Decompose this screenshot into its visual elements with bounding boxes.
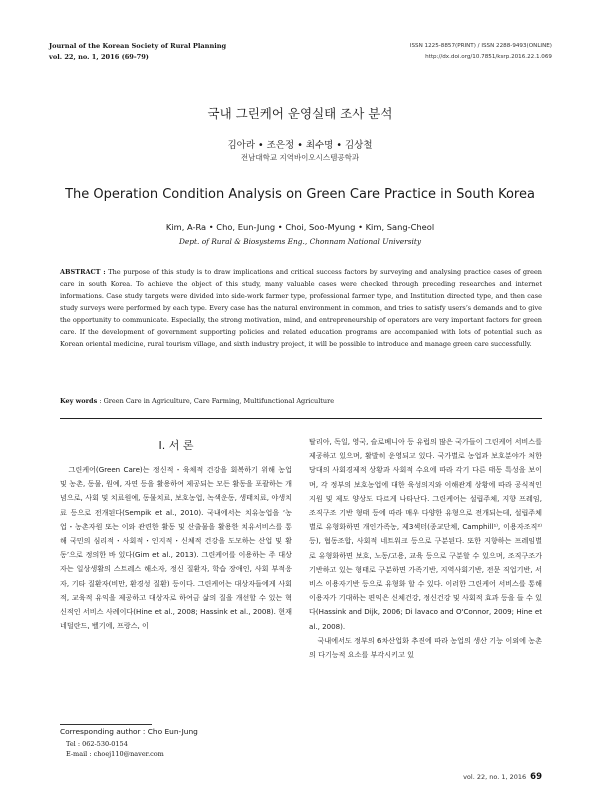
contact-email[interactable]: E-mail : choej110@naver.com [66, 750, 164, 758]
affiliation-korean: 전남대학교 지역바이오시스템공학과 [240, 153, 360, 162]
page-footer [430, 772, 542, 782]
paragraph: 그린케어(Green Care)는 정신적・육체적 건강을 회복하기 위해 농업 및 농촌, 동물, 원예, 자연 등을 활용하여 제공되는 모든 활동을 포괄하는 개념으로, 사회 및 치료원예, 동물치료, 보호농업, 녹색운동, 생태치료, 야생치료 등으로 전개된다(Sempik et al., 2010). 국내에서는 치유농업을 ‘농업・농촌자원 또는 이와 관련한 활동 및 산출물을 활용한 치유서비스를 통해 국민의 심리적・사회적・인지적・신체적 건강을 도모하는 산업 및 활동’으로 정의한 바 있다(Gim et al., 2013). 그린케어를 이용하는 주 대상자는 일상생활의 스트레스 해소자, 정신 질환자, 학습 장애인, 사회 부적응자, 기타 질환자(비만, 환경성 질환) 등이다. 그린케어는 대상자들에게 사회적, 교육적 유익을 제공하고 대상자로 하여금 삶의 질을 개선할 수 있는 혁신적인 서비스 사례이다(Hine et al., 2008; Hassink et al., 2008). 현재 네덜란드, 벨기에, 프랑스, 이 [60, 465, 292, 631]
doi-link[interactable]: http://dx.doi.org/10.7851/ksrp.2016.22.1.069 [425, 54, 552, 60]
section-heading: Ⅰ. 서 론 [158, 439, 194, 452]
footer-volume: vol. 22, no. 1, 2016 [463, 773, 527, 781]
title-korean: 국내 그린케어 운영실태 조사 분석 [207, 106, 393, 121]
affiliation-english: Dept. of Rural & Biosystems Eng., Chonnam National University [179, 237, 421, 246]
abstract [60, 266, 542, 350]
paragraph: 탈리아, 독일, 영국, 슬로베니아 등 유럽의 많은 국가들이 그린케어 서비스를 제공하고 있으며, 활발히 운영되고 있다. 국가별로 농업과 보호분야가 처한 당대의 사회경제적 상황과 사회적 수요에 따라 각기 다른 태동 특성을 보이며, 각 정부의 보호농업에 대한 육성의지와 이해관계 상황에 따라 공식적인 지원 및 제도 양상도 다르게 나타난다. 그린케어는 설립주체, 지향 프레임, 조직구조 기반 형태 등에 따라 매우 다양한 유형으로 전개되는데, 설립주체별로 유형화하면 개인가족농, 제3섹터(종교단체, Camphill¹⁾, 이용자조직²⁾등), 협동조합, 사회적 네트워크 등으로 구분된다. 또한 지향하는 프레임별로 유형화하면 보호, 노동/고용, 교육 등으로 구분할 수 있으며, 조직구조가 기반하고 있는 형태로 구분하면 가족기반, 지역사회기반, 전문 직업기반, 서비스 이용자기반 등으로 유형화 할 수 있다. 이러한 그린케어 서비스를 통해 이용자가 기대하는 편익은 신체건강, 정신건강 및 사회적 효과 등을 들 수 있다(Hassink and Dijk, 2006; Di lavaco and O'Connor, 2009; Hine et al., 2008). [309, 437, 542, 631]
contact-tel: Tel : 062-530-0154 [66, 740, 128, 748]
journal-volume: vol. 22, no. 1, 2016 (69-79) [49, 53, 149, 61]
paragraph: 국내에서도 정부의 6차산업화 추진에 따라 농업의 생산 기능 이외에 농촌의 다기능적 요소를 부각시키고 있 [309, 635, 542, 660]
footnote-divider [60, 724, 152, 725]
page-number: 69 [530, 772, 542, 782]
journal-info [49, 41, 226, 63]
corresponding-author: Corresponding author : Cho Eun-Jung [60, 727, 198, 736]
authors-english: Kim, A-Ra • Cho, Eun-Jung • Choi, Soo-Myung • Kim, Sang-Cheol [165, 222, 435, 232]
abstract-text: The purpose of this study is to draw implications and critical success factors by surveying and analysing practice cases of green care in south Korea. To achieve the object of this study, many valuable cases were checked through preceding researches and internet informations. Case study targets were divided into side-work farmer type, professional farmer type, and Institution directed type, and then case study surveys were performed by each type. Every case has the natural environment in common, and tries to satisfy users’s demands and to give the opportunity to communicate. Especially, the strong motivation, mind, and entrepreneurship of operators are very important factors for green care. If the development of government supporting policies and related education programs are accompanied with lots of potential such as Korean oriental medicine, rural tourism village, and sixth industry project, it will be possible to introduce and manage green care successfully. [60, 268, 542, 348]
keywords-label: Key words [60, 397, 98, 405]
journal-name: Journal of the Korean Society of Rural Planning [49, 42, 227, 50]
divider [60, 418, 542, 419]
body-column-right [309, 435, 542, 662]
contact-info [66, 739, 164, 759]
keywords-text: : Green Care in Agriculture, Care Farming, Multifunctional Agriculture [99, 397, 335, 405]
authors-korean: 김아라 • 조은정 • 최수명 • 김상철 [227, 140, 373, 151]
keywords [60, 397, 542, 405]
body-column-left [60, 463, 292, 633]
title-english: The Operation Condition Analysis on Green Care Practice in South Korea [65, 187, 535, 202]
issn: ISSN 1225-8857(PRINT) / ISSN 2288-9493(ONLINE) [409, 43, 552, 49]
journal-identifiers [340, 41, 552, 63]
abstract-label: ABSTRACT : [60, 268, 106, 276]
